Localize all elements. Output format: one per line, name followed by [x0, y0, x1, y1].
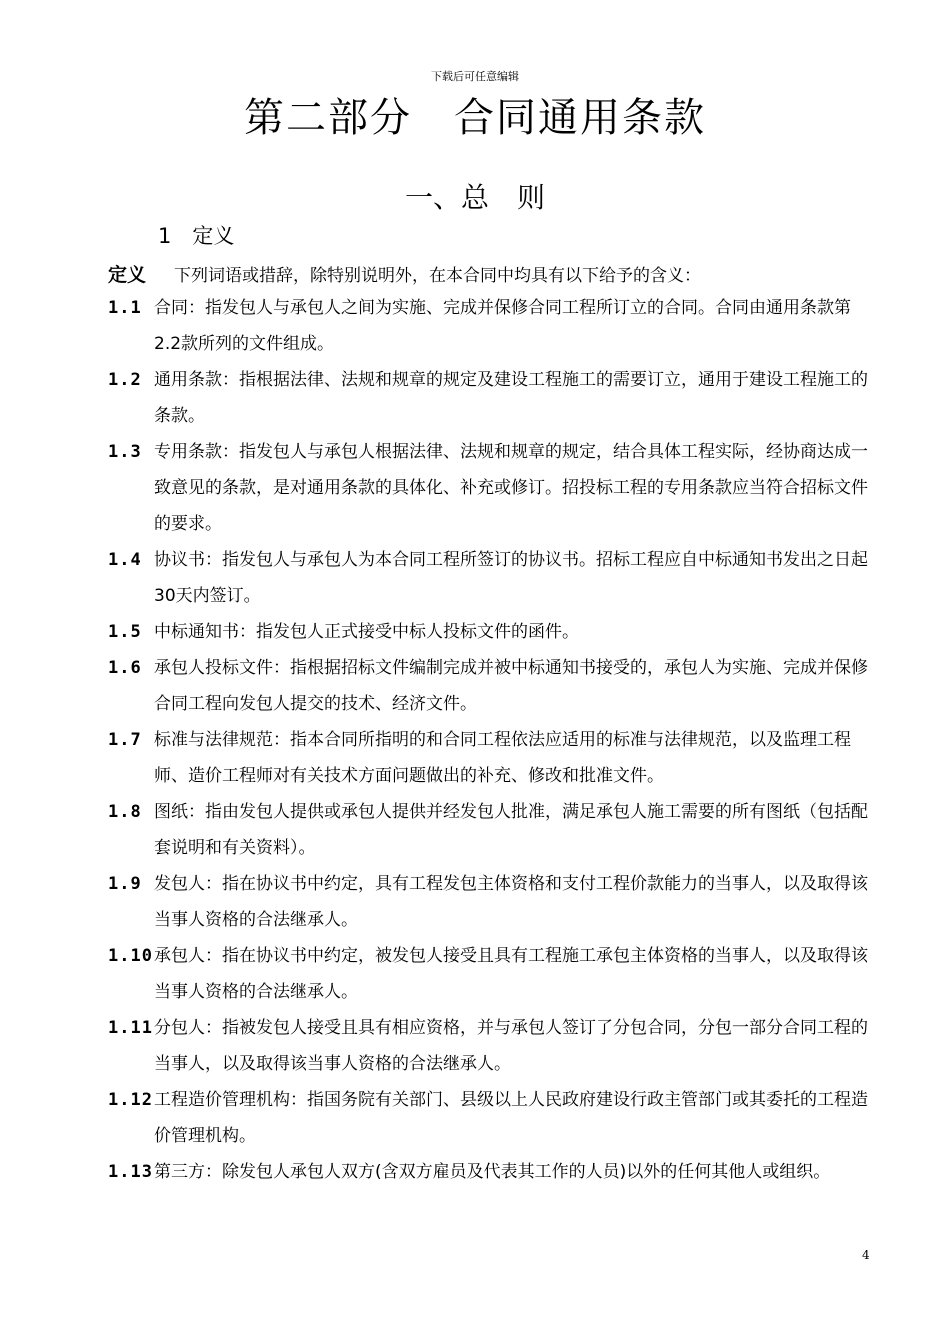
definition-text: 承包人投标文件：指根据招标文件编制完成并被中标通知书接受的，承包人为实施、完成并保修合同工程向发包人提交的技术、经济文件。: [154, 658, 868, 714]
definition-text: 分包人：指被发包人接受且具有相应资格，并与承包人签订了分包合同，分包一部分合同工程的当事人，以及取得该当事人资格的合法继承人。: [154, 1018, 868, 1074]
header-note: 下载后可任意编辑: [431, 70, 519, 83]
definition-number: 1.10: [108, 946, 153, 966]
definition-item: [108, 434, 868, 542]
definition-item: [108, 1082, 868, 1154]
definition-number: 1.1: [108, 298, 142, 318]
definition-number: 1.4: [108, 550, 142, 570]
definition-item: [108, 1010, 868, 1082]
definition-number: 1.5: [108, 622, 142, 642]
definition-number: 1.2: [108, 370, 142, 390]
definition-text: 中标通知书：指发包人正式接受中标人投标文件的函件。: [154, 622, 579, 642]
definition-item: [108, 722, 868, 794]
definition-item: [108, 794, 868, 866]
definition-text: 通用条款：指根据法律、法规和规章的规定及建设工程施工的需要订立，通用于建设工程施工的条款。: [154, 370, 868, 426]
definition-text: 专用条款：指发包人与承包人根据法律、法规和规章的规定，结合具体工程实际，经协商达成一致意见的条款，是对通用条款的具体化、补充或修订。招投标工程的专用条款应当符合招标文件的要求。: [154, 442, 868, 534]
definition-text: 图纸：指由发包人提供或承包人提供并经发包人批准，满足承包人施工需要的所有图纸（包括配套说明和有关资料）。: [154, 802, 868, 858]
definition-number: 1.13: [108, 1162, 153, 1182]
definition-number: 1.9: [108, 874, 142, 894]
definition-text: 合同：指发包人与承包人之间为实施、完成并保修合同工程所订立的合同。合同由通用条款第2.2款所列的文件组成。: [154, 298, 851, 354]
definition-item: [108, 362, 868, 434]
page-number: 4: [862, 1248, 870, 1262]
definition-text: 标准与法律规范：指本合同所指明的和合同工程依法应适用的标准与法律规范，以及监理工程师、造价工程师对有关技术方面问题做出的补充、修改和批准文件。: [154, 730, 851, 786]
definition-number: 1.6: [108, 658, 142, 678]
definition-text: 发包人：指在协议书中约定，具有工程发包主体资格和支付工程价款能力的当事人，以及取得该当事人资格的合法继承人。: [154, 874, 868, 930]
definition-text: 承包人：指在协议书中约定，被发包人接受且具有工程施工承包主体资格的当事人，以及取得该当事人资格的合法继承人。: [154, 946, 868, 1002]
part-title: 第二部分 合同通用条款: [244, 95, 706, 141]
definition-number: 1.11: [108, 1018, 153, 1038]
definition-item: [108, 1154, 868, 1190]
definition-intro-text: 下列词语或措辞，除特别说明外，在本合同中均具有以下给予的含义：: [174, 266, 702, 286]
definition-number: 1.7: [108, 730, 142, 750]
definition-item: [108, 542, 868, 614]
definition-label: 定义: [108, 264, 147, 286]
definition-list: [108, 290, 868, 1190]
definition-item: [108, 866, 868, 938]
definition-intro: [108, 260, 890, 287]
definition-text: 工程造价管理机构：指国务院有关部门、县级以上人民政府建设行政主管部门或其委托的工程造价管理机构。: [154, 1090, 868, 1146]
definition-number: 1.8: [108, 802, 142, 822]
definition-text: 第三方：除发包人承包人双方(含双方雇员及代表其工作的人员)以外的任何其他人或组织。: [154, 1162, 831, 1182]
definition-number: 1.3: [108, 442, 142, 462]
definition-item: [108, 614, 868, 650]
definition-item: [108, 290, 868, 362]
chapter-title: 一、总 则: [404, 181, 545, 214]
section-title: 1 定义: [158, 224, 235, 248]
definition-number: 1.12: [108, 1090, 153, 1110]
definition-text: 协议书：指发包人与承包人为本合同工程所签订的协议书。招标工程应自中标通知书发出之日起30天内签订。: [154, 550, 868, 606]
definition-item: [108, 938, 868, 1010]
definition-item: [108, 650, 868, 722]
